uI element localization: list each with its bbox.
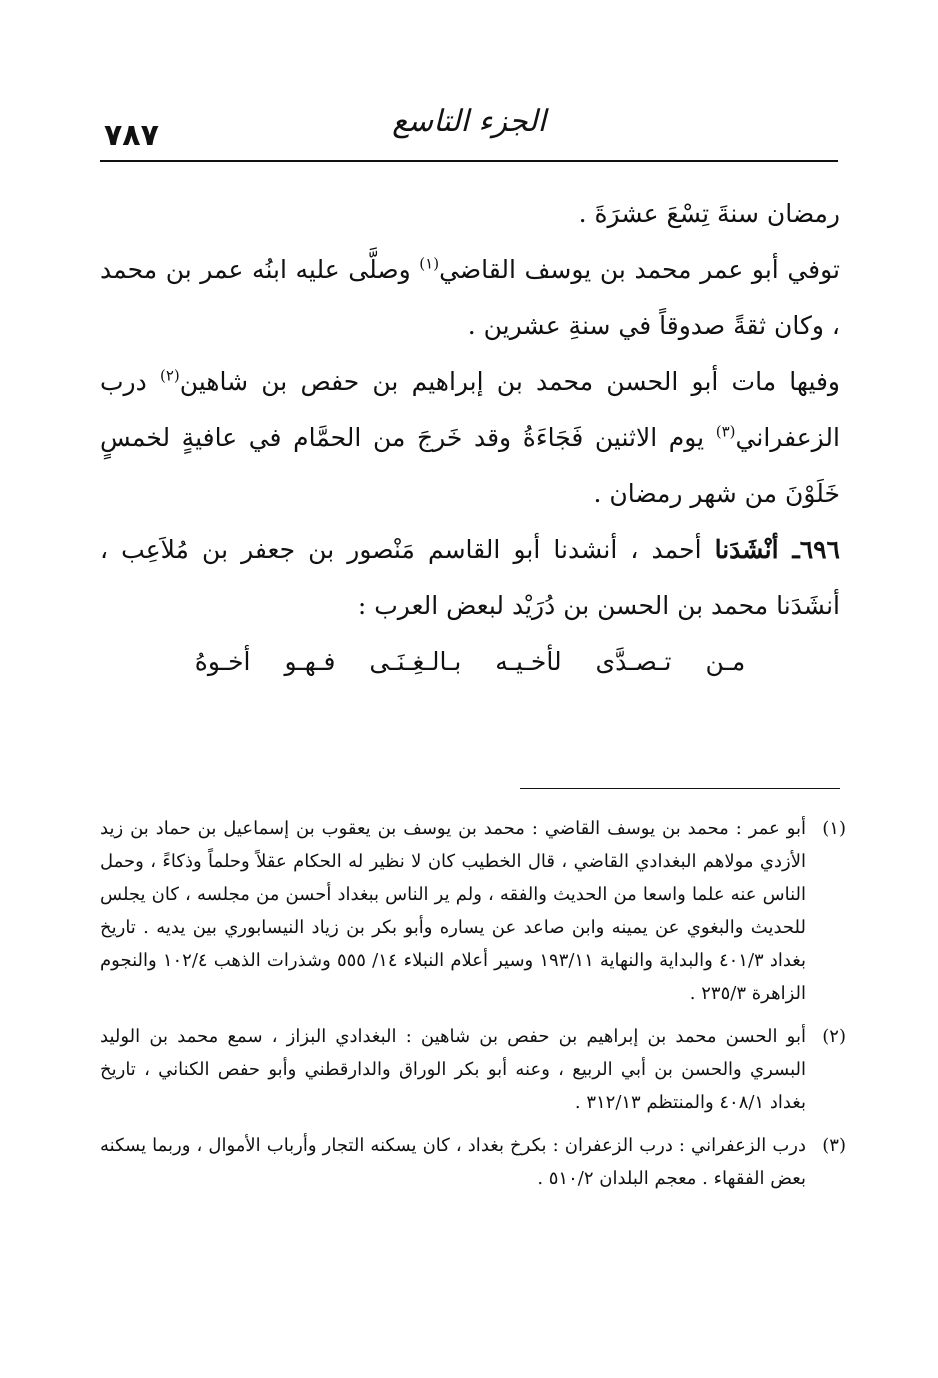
entry-number: ٦٩٦ـ — [792, 535, 840, 564]
footnote-number: (١) — [822, 818, 846, 839]
footnote-1 — [100, 812, 846, 1010]
text-span: يوم الاثنين فَجَاءَةُ وقد خَرجَ من الحمَّام في عافيةٍ لخمسٍ خَلَوْنَ من شهر رمضان . — [100, 423, 840, 508]
footnote-text: درب الزعفراني : درب الزعفران : بكرخ بغداد ، كان يسكنه التجار وأرباب الأموال ، وربما يسكنه بعض الفقهاء . معجم البلدان ٥١٠/٢ . — [100, 1135, 806, 1189]
entry-lead-word: أنْشَدَنا — [714, 535, 793, 564]
text-span: وصلَّى عليه ابنُه عمر بن محمد ، وكان ثقةً صدوقاً في سنةِ عشرين . — [100, 255, 840, 340]
paragraph-2 — [100, 242, 840, 354]
footnote-text: أبو عمر : محمد بن يوسف القاضي : محمد بن يوسف بن يعقوب بن إسماعيل بن حماد بن زيد الأزدي مولاهم البغدادي القاضي ، قال الخطيب كان لا نظير له الحكام عقلاً وحلماً وذكاءً ، وحمل الناس عنه علما واسعا من الحديث والفقه ، ولم ير الناس ببغداد أحسن من مجلسه ، كان يجلس للحديث والبغوي عن يمينه وابن صاعد عن يساره وأبو بكر بن زياد النيسابوري بين يديه . تاريخ بغداد ٤٠١/٣ والبداية والنهاية ١٩٣/١١ وسير أعلام النبلاء ١٤/ ٥٥٥ وشذرات الذهب ١٠٢/٤ والنجوم الزاهرة ٢٣٥/٣ . — [100, 818, 807, 1004]
footnote-reference-1[interactable]: (١) — [419, 254, 440, 273]
footnote-text: أبو الحسن محمد بن إبراهيم بن حفص بن شاهين : البغدادي البزاز ، سمع محمد بن الوليد البسري والحسن بن أبي الربيع ، وعنه أبو بكر الوراق والدارقطني وأبو حفص الكناني ، تاريخ بغداد ٤٠٨/١ والمنتظم ٣١٢/١٣ . — [100, 1026, 806, 1113]
running-head: الجزء التاسع — [392, 104, 546, 139]
paragraph-3 — [100, 354, 840, 522]
footnotes — [100, 812, 846, 1205]
entry-696 — [100, 522, 840, 634]
footnote-reference-2[interactable]: (٢) — [159, 366, 180, 385]
verse-line: مـن تـصـدَّى لأخـيـه بـالـغِـنَـى فـهـو أخـوهُ — [194, 647, 746, 676]
footnote-2 — [100, 1020, 846, 1119]
footnote-number: (٢) — [822, 1026, 846, 1047]
text-span: درب الزعفراني — [100, 367, 840, 452]
text-span: أحمد ، أنشدنا أبو القاسم مَنْصور بن جعفر بن مُلاَعِب ، أنشَدَنا محمد بن الحسن بن دُرَيْد لبعض العرب : — [100, 535, 840, 620]
page-number: ٧٨٧ — [104, 118, 159, 153]
text-span: توفي أبو عمر محمد بن يوسف القاضي — [439, 255, 840, 284]
footnote-reference-3[interactable]: (٣) — [715, 422, 736, 441]
text-span: وفيها مات أبو الحسن محمد بن إبراهيم بن حفص بن شاهين — [179, 367, 841, 396]
footnote-rule — [520, 788, 840, 789]
main-text — [100, 186, 840, 690]
header-rule — [100, 160, 838, 162]
footnote-number: (٣) — [822, 1135, 846, 1156]
footnote-3 — [100, 1129, 846, 1195]
text-line-1 — [100, 186, 840, 242]
page-header — [100, 100, 838, 160]
text-span: رمضان سنةَ تِسْعَ عشرَةَ . — [578, 199, 840, 228]
